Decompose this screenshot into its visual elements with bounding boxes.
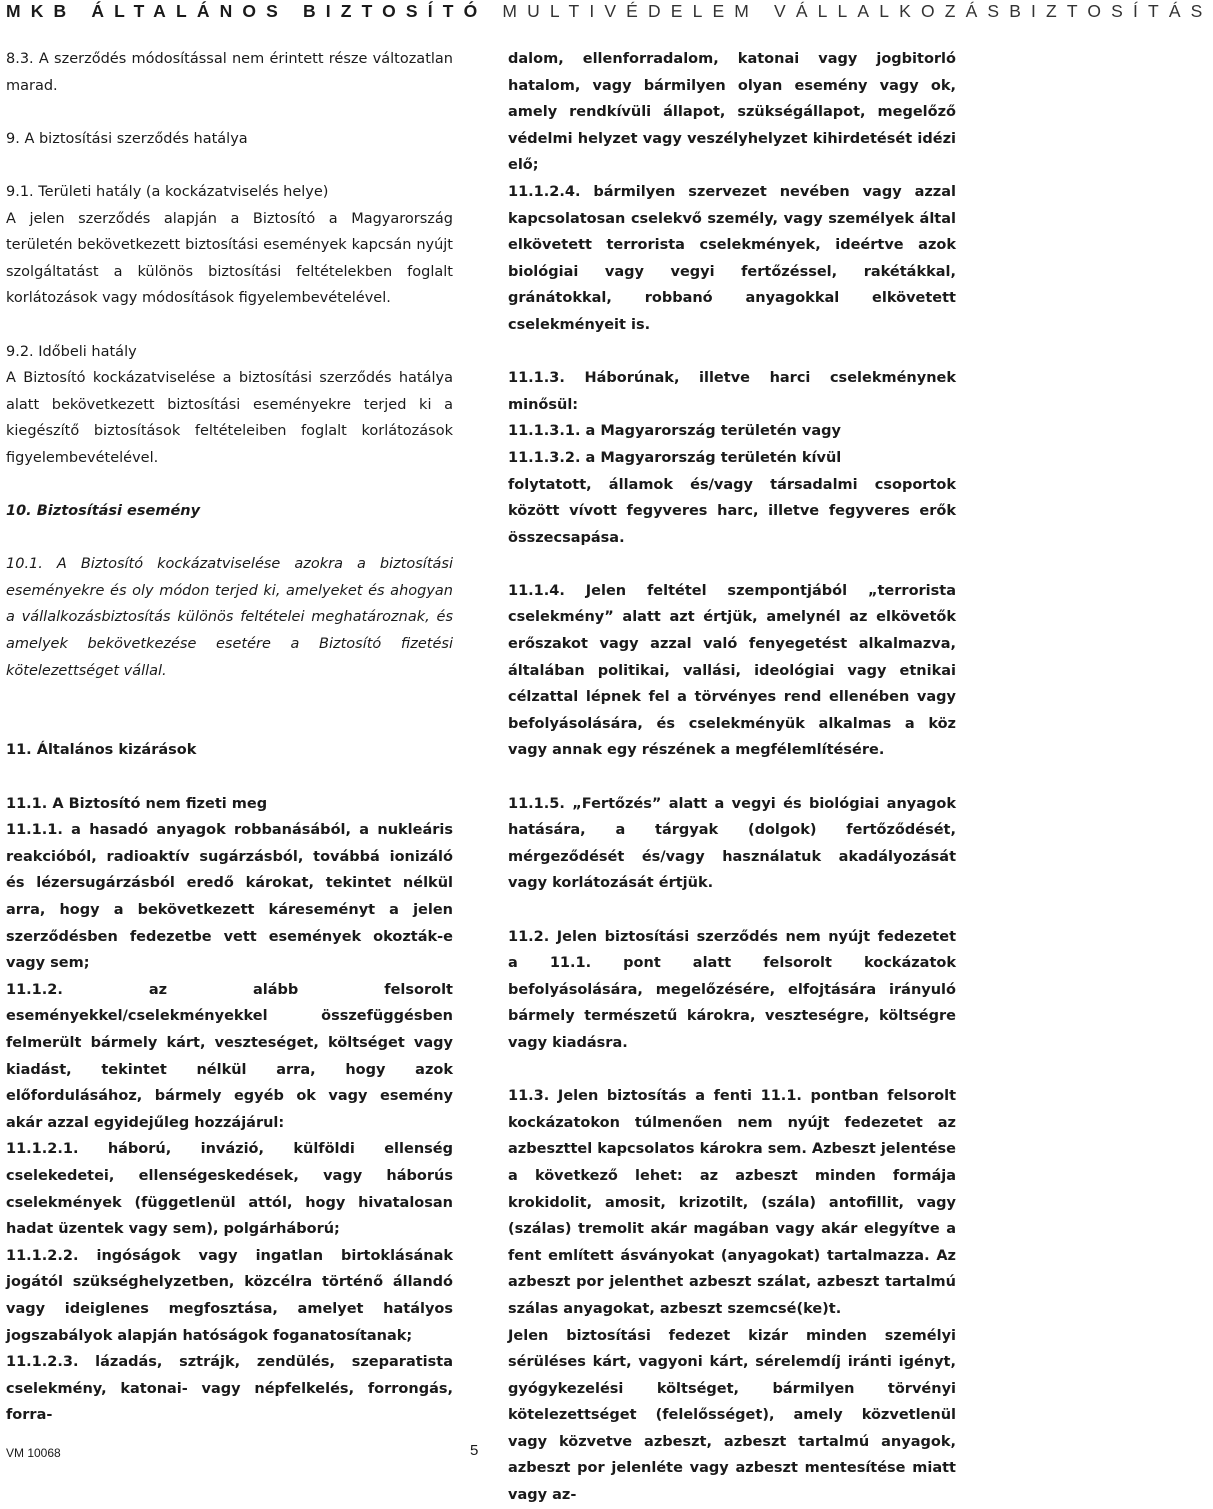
section-11-1-3-2: 11.1.3.2. a Magyarország területén kívül xyxy=(508,449,842,466)
page-header xyxy=(0,0,1213,30)
section-11-3: 11.3. Jelen biztosítás a fenti 11.1. pontban felsorolt kockázatokon túlmenően nem nyújt fedezetet az azbeszttel kapcsolatos károkra sem. Azbeszt jelentése a következő lehet: az azbeszt minden formája krokidolit, amosit, krizotilt, (szála) antofillit, vagy (szálas) tremolit akár magában vagy akár elegyítve a fent említett ásványokat (anyagokat) tartalmazza. Az azbeszt por jelenthet azbeszt szálat, azbeszt tartalmú szálas anyagokat, azbeszt szemcsé(ke)t. xyxy=(508,1088,956,1317)
section-11-1-2-1: 11.1.2.1. háború, invázió, külföldi ellenség cselekedetei, ellenségeskedések, vagy háborús cselekmények (függetlenül attól, hogy hivatalosan hadat üzentek vagy sem), polgárháború; xyxy=(6,1141,453,1238)
section-11-1-1: 11.1.1. a hasadó anyagok robbanásából, a nukleáris reakcióból, radioaktív sugárzásból, továbbá ionizáló és lézersugárzásból eredő károkat, tekintet nélkül arra, hogy a bekövetkezett káreseményt a jelen szerződésben fedezetbe vett események okozták-e vagy sem; xyxy=(6,822,453,972)
section-9-2-text: A Biztosító kockázatviselése a biztosítási szerződés hatálya alatt bekövetkezett biztosítási eseményekre terjed ki a kiegészítő biztosítások feltételeiben foglalt korlátozások figyelembevételével. xyxy=(6,370,453,466)
heading-9-1: 9.1. Területi hatály (a kockázatviselés helye) xyxy=(6,183,329,200)
spacer xyxy=(6,684,453,737)
header-brand: MKB ÁLTALÁNOS BIZTOSÍTÓ xyxy=(6,1,488,21)
spacer xyxy=(508,339,956,366)
heading-11-1: 11.1. A Biztosító nem fizeti meg xyxy=(6,795,268,812)
header-tagline: MULTIVÉDELEM VÁLLALKOZÁSBIZTOSÍTÁS xyxy=(502,1,1213,21)
section-11-1-2: 11.1.2. az alább felsorolt eseményekkel/cselekményekkel összefüggésben felmerült bármely kárt, veszteséget, költséget vagy kiadást, tekintet nélkül arra, hogy azok előfordulásához, bármely egyéb ok vagy esemény akár azzal egyidejűleg hozzájárul: xyxy=(6,981,453,1131)
section-10-1: 10.1. A Biztosító kockázatviselése azokra a biztosítási eseményekre és oly módon terjed ki, amelyeket és ahogyan a vállalkozásbiztosítás különös feltételei meghatároznak, és amelyek bekövetkezése esetére a Biztosító fizetési kötelezettséget vállal. xyxy=(6,556,453,679)
spacer xyxy=(508,1057,956,1084)
section-11-1-4: 11.1.4. Jelen feltétel szempontjából „terrorista cselekmény” alatt azt értjük, amelynél az elkövetők erőszakot vagy azzal való fenyegetést alkalmazva, általában politikai, vallási, ideológiai vagy etnikai célzattal lépnek fel a törvényes rend ellenében vagy befolyásolására, és cselekményük alkalmas a köz vagy annak egy részének a megfélemlítésére. xyxy=(508,582,956,759)
section-11-1-3: 11.1.3. Háborúnak, illetve harci cselekménynek minősül: xyxy=(508,370,956,413)
spacer xyxy=(508,897,956,924)
section-11-1-5: 11.1.5. „Fertőzés” alatt a vegyi és biológiai anyagok hatására, a tárgyak (dolgok) fertőződését, mérgeződését és/vagy használatuk akadályozását vagy korlátozását értjük. xyxy=(508,795,956,892)
section-11-1-2-3-continued: dalom, ellenforradalom, katonai vagy jogbitorló hatalom, vagy bármilyen olyan esemény vagy ok, amely rendkívüli állapot, szükségállapot, megelőző védelmi helyzet vagy veszélyhelyzet kihirdetését idézi elő; xyxy=(508,51,956,174)
spacer xyxy=(508,551,956,578)
page-number: 5 xyxy=(470,1442,479,1459)
section-11-1-2-2: 11.1.2.2. ingóságok vagy ingatlan birtoklásának jogától szükséghelyzetben, közcélra történő állandó vagy ideiglenes megfosztása, amelyet hatályos jogszabályok alapján hatóságok foganatosítanak; xyxy=(6,1247,453,1344)
spacer xyxy=(6,312,453,339)
left-column xyxy=(6,46,453,1429)
section-8-3: 8.3. A szerződés módosítással nem érintett része változatlan marad. xyxy=(6,51,453,94)
heading-11: 11. Általános kizárások xyxy=(6,742,197,759)
heading-9-2: 9.2. Időbeli hatály xyxy=(6,343,137,360)
spacer xyxy=(508,764,956,791)
section-11-1-3-1: 11.1.3.1. a Magyarország területén vagy xyxy=(508,423,841,440)
spacer xyxy=(6,764,453,791)
section-11-3-continued: Jelen biztosítási fedezet kizár minden személyi sérüléses kárt, vagyoni kárt, sérelemdíj iránti igényt, gyógykezelési költséget, bármilyen törvényi kötelezettséget (felelősséget), amely közvetlenül vagy közvetve azbeszt, azbeszt tartalmú anyagok, azbeszt por jelenléte vagy azbeszt mentesítése miatt vagy az- xyxy=(508,1327,956,1504)
document-code: VM 10068 xyxy=(6,1446,61,1460)
spacer xyxy=(6,525,453,552)
section-11-1-3-2-continued: folytatott, államok és/vagy társadalmi csoportok között vívott fegyveres harc, illetve fegyveres erők összecsapása. xyxy=(508,476,956,546)
right-column xyxy=(508,46,956,1509)
heading-10: 10. Biztosítási esemény xyxy=(6,503,201,520)
spacer xyxy=(6,152,453,179)
section-11-1-2-4: 11.1.2.4. bármilyen szervezet nevében vagy azzal kapcsolatosan cselekvő személy, vagy személyek által elkövetett terrorista cselekmények, ideértve azok biológiai vagy vegyi fertőzéssel, rakétákkal, gránátokkal, robbanó anyagokkal elkövetett cselekményeit is. xyxy=(508,183,956,333)
spacer xyxy=(6,472,453,499)
spacer xyxy=(6,99,453,126)
section-11-1-2-3: 11.1.2.3. lázadás, sztrájk, zendülés, szeparatista cselekmény, katonai- vagy népfelkelés, forrongás, forra- xyxy=(6,1354,453,1424)
section-9-1-text: A jelen szerződés alapján a Biztosító a Magyarország területén bekövetkezett biztosítási események kapcsán nyújt szolgáltatást a különös biztosítási feltételekben foglalt korlátozások vagy módosítások figyelembevételével. xyxy=(6,210,453,307)
section-11-2: 11.2. Jelen biztosítási szerződés nem nyújt fedezetet a 11.1. pont alatt felsorolt kockázatok befolyásolására, megelőzésére, elfojtására irányuló bármely természetű károkra, veszteségre, költségre vagy kiadásra. xyxy=(508,928,956,1051)
heading-9: 9. A biztosítási szerződés hatálya xyxy=(6,130,248,147)
